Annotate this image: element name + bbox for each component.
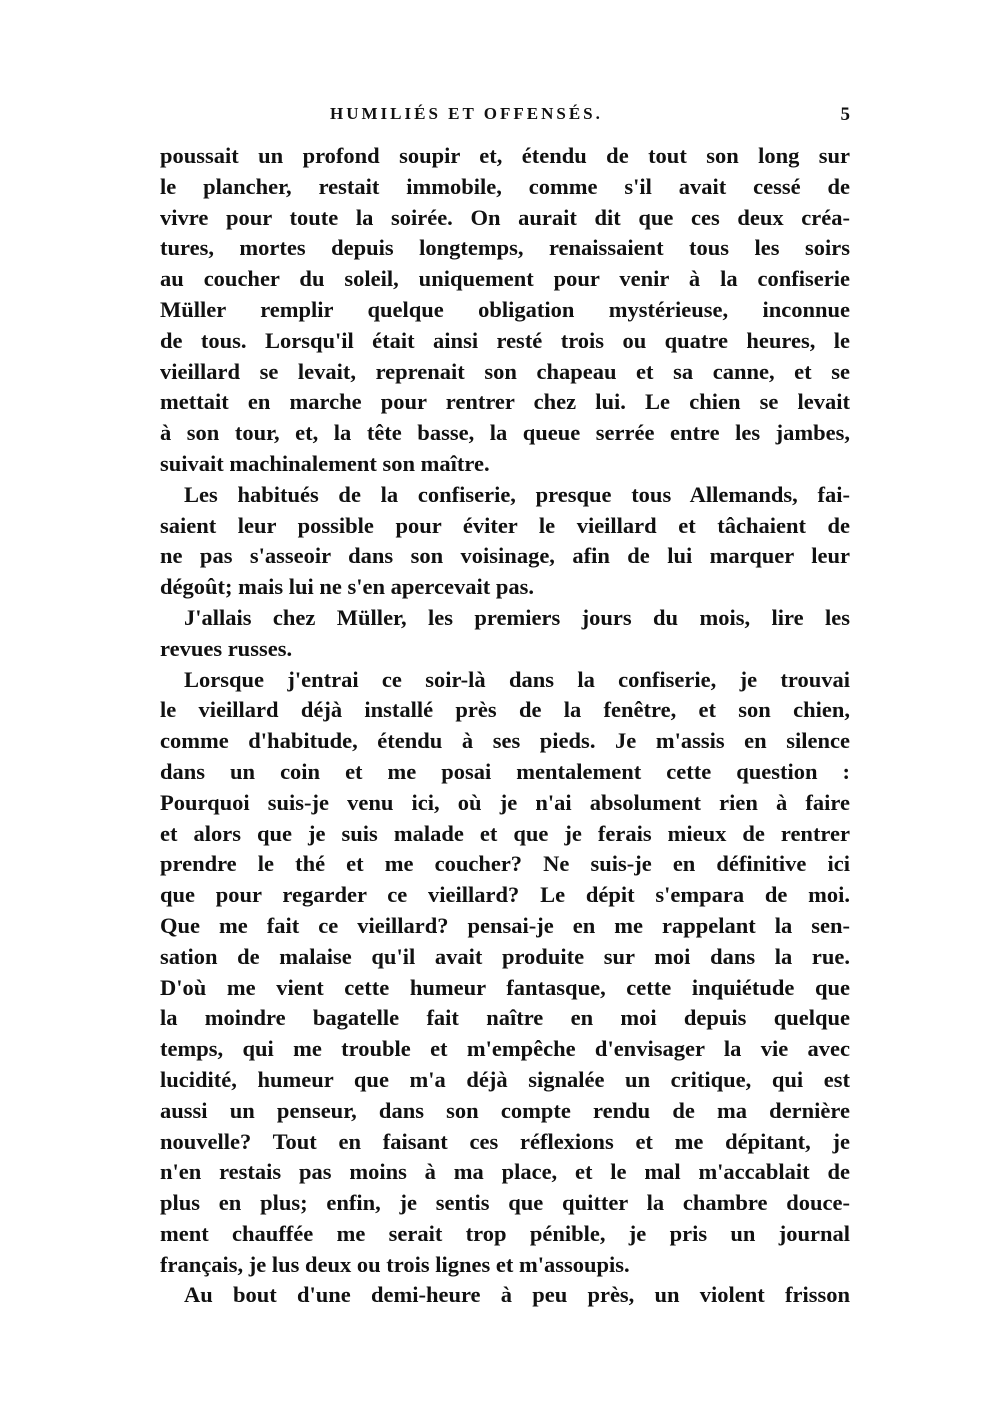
text-line: saient leur possible pour éviter le vieillard et tâchaient de [160,512,850,538]
text-line: comme d'habitude, étendu à ses pieds. Je m'assis en silence [160,728,850,754]
text-line: Les habitués de la confiserie, presque tous Allemands, fai- [184,481,850,507]
text-line: ne pas s'asseoir dans son voisinage, afin de lui marquer leur [160,543,850,569]
text-line: poussait un profond soupir et, étendu de tout son long sur [160,143,850,168]
text-line: que pour regarder ce vieillard? Le dépit s'empara de moi. [160,882,850,908]
text-line: Müller remplir quelque obligation mystérieuse, inconnue [160,296,850,322]
body-text [160,141,850,1311]
page-number: 5 [840,104,850,125]
text-line: français, je lus deux ou trois lignes et m'assoupis. [160,1251,630,1277]
text-line: suivait machinalement son maître. [160,450,490,476]
text-line: au coucher du soleil, uniquement pour venir à la confiserie [160,266,850,292]
text-line: Pourquoi suis-je venu ici, où je n'ai absolument rien à faire [160,789,850,815]
text-line: la moindre bagatelle fait naître en moi depuis quelque [160,1005,850,1031]
text-line: Au bout d'une demi-heure à peu près, un violent frisson [184,1282,850,1308]
text-line: Lorsque j'entrai ce soir-là dans la confiserie, je trouvai [184,666,850,692]
text-line: D'où me vient cette humeur fantasque, cette inquiétude que [160,974,850,1000]
running-head [160,104,850,134]
text-line: de tous. Lorsqu'il était ainsi resté trois ou quatre heures, le [160,327,850,353]
text-line: lucidité, humeur que m'a déjà signalée un critique, qui est [160,1066,850,1092]
text-line: nouvelle? Tout en faisant ces réflexions et me dépitant, je [160,1128,850,1154]
text-line: ment chauffée me serait trop pénible, je pris un journal [160,1220,850,1246]
text-line: aussi un penseur, dans son compte rendu de ma dernière [160,1097,850,1123]
text-line: le vieillard déjà installé près de la fenêtre, et son chien, [160,697,850,723]
text-line: à son tour, et, la tête basse, la queue serrée entre les jambes, [160,420,850,446]
text-line: n'en restais pas moins à ma place, et le mal m'accablait de [160,1159,850,1185]
text-line: vieillard se levait, reprenait son chapeau et sa canne, et se [160,358,850,384]
text-line: plus en plus; enfin, je sentis que quitter la chambre douce- [160,1190,850,1216]
text-line: prendre le thé et me coucher? Ne suis-je en définitive ici [160,851,850,877]
text-line: tures, mortes depuis longtemps, renaissaient tous les soirs [160,235,850,261]
text-line: Que me fait ce vieillard? pensai-je en me rappelant la sen- [160,912,850,938]
text-line: dans un coin et me posai mentalement cette question : [160,758,850,784]
text-line: vivre pour toute la soirée. On aurait dit que ces deux créa- [160,204,850,230]
text-line: le plancher, restait immobile, comme s'il avait cessé de [160,173,850,199]
text-line: revues russes. [160,635,293,661]
text-line: J'allais chez Müller, les premiers jours du mois, lire les [184,604,850,630]
text-line: temps, qui me trouble et m'empêche d'envisager la vie avec [160,1036,850,1062]
running-head-title: HUMILIÉS ET OFFENSÉS. [330,104,603,123]
text-line: mettait en marche pour rentrer chez lui. Le chien se levait [160,389,850,415]
text-line: et alors que je suis malade et que je ferais mieux de rentrer [160,820,850,846]
text-line: sation de malaise qu'il avait produite sur moi dans la rue. [160,943,850,969]
text-line: dégoût; mais lui ne s'en apercevait pas. [160,574,534,600]
